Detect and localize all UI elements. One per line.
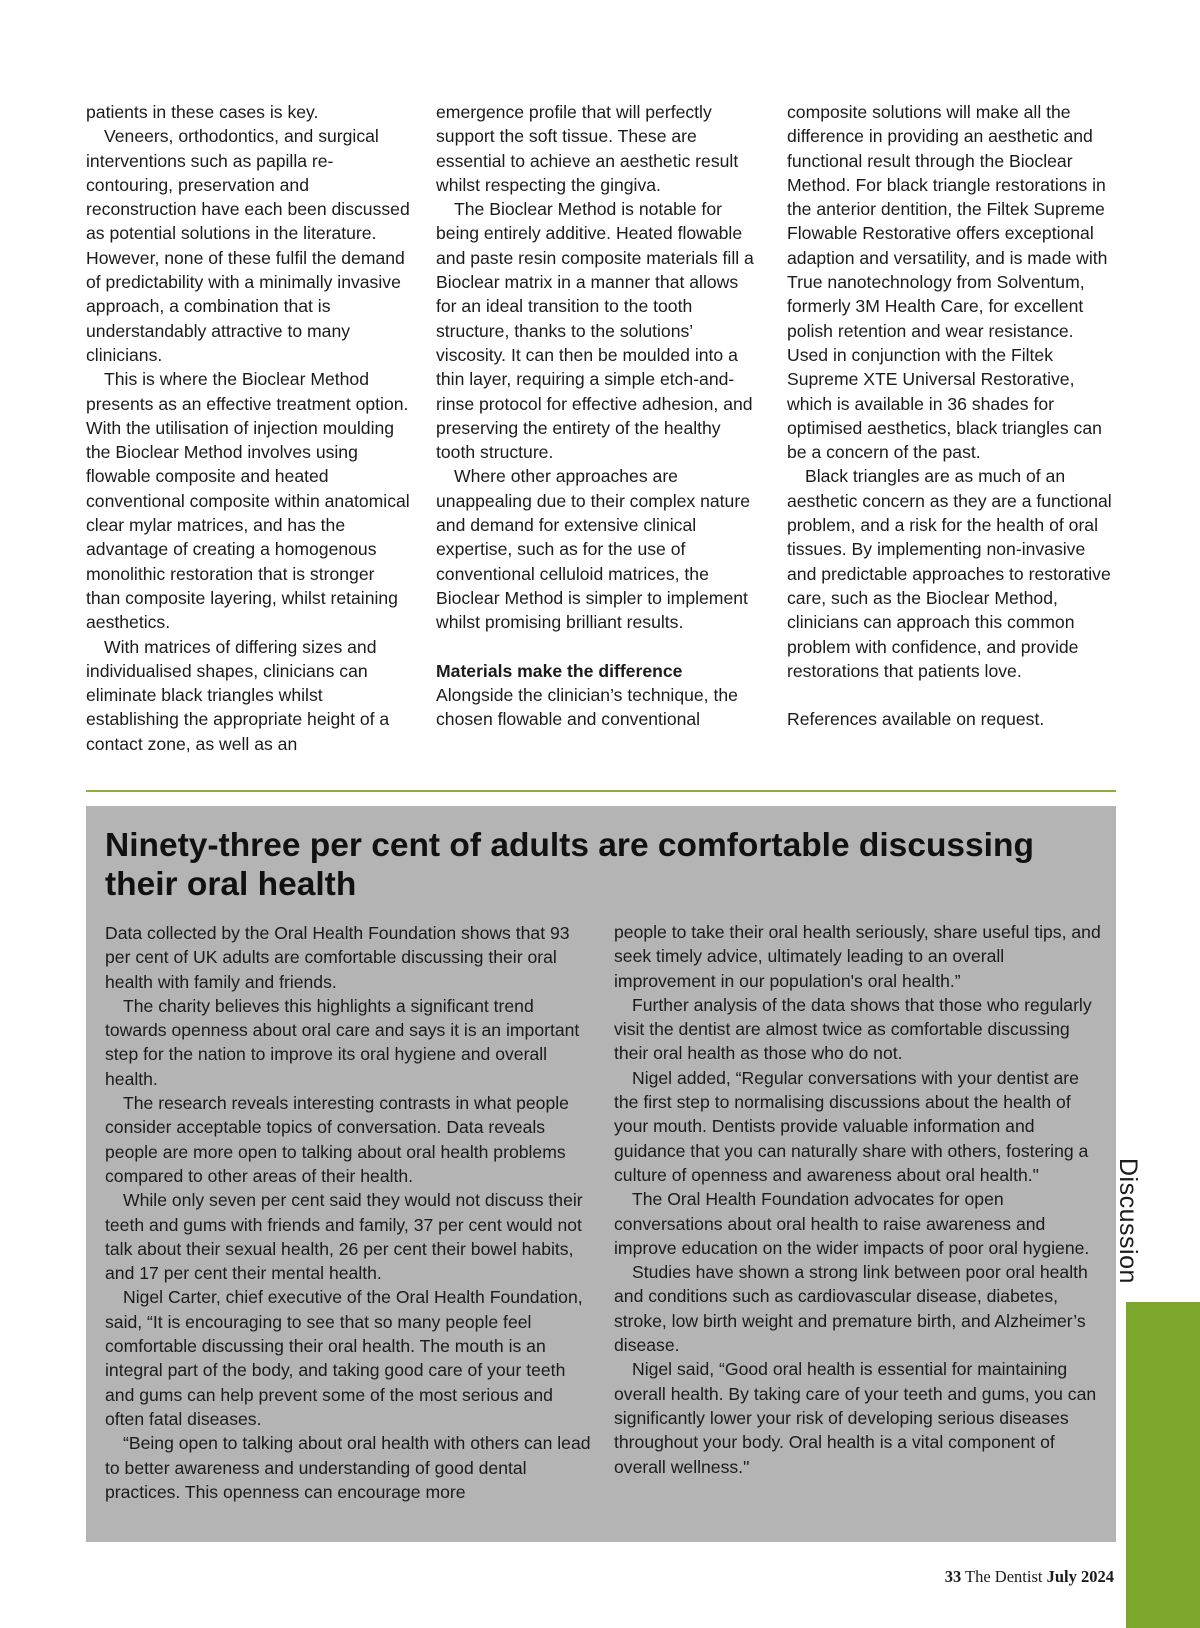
article-column-1 xyxy=(86,100,411,756)
page-number: 33 xyxy=(944,1567,962,1586)
spacer xyxy=(436,635,761,659)
article-column-3 xyxy=(787,100,1112,731)
paragraph: This is where the Bioclear Method presents as an effective treatment option. With the utilisation of injection moulding the Bioclear Method involves using flowable composite and heated conventional composite within anatomical clear mylar matrices, and has the advantage of creating a homogenous monolithic restoration that is stronger than composite layering, whilst retaining aesthetics. xyxy=(86,369,410,633)
article-column-2 xyxy=(436,100,761,731)
paragraph: The research reveals interesting contrasts in what people consider acceptable topics of conversation. Data reveals people are more open to talking about oral health problems compared to other areas of their health. xyxy=(105,1093,569,1186)
subheading: Materials make the difference xyxy=(436,660,683,681)
references-note: References available on request. xyxy=(787,709,1045,730)
publication-name: The Dentist xyxy=(965,1567,1043,1586)
paragraph: Studies have shown a strong link between poor oral health and conditions such as cardiovascular disease, diabetes, stroke, low birth weight and premature birth, and Alzheimer’s disease. xyxy=(614,1262,1088,1356)
paragraph: Alongside the clinician’s technique, the chosen flowable and conventional xyxy=(436,684,738,730)
paragraph: The Bioclear Method is notable for being entirely additive. Heated flowable and paste resin composite materials fill a Bioclear matrix in a manner that allows for an ideal transition to the tooth structure, thanks to the solutions’ viscosity. It can then be moulded into a thin layer, requiring a simple etch-and-rinse protocol for effective adhesion, and preserving the entirety of the healthy tooth structure. xyxy=(436,199,754,463)
paragraph: patients in these cases is key. xyxy=(86,102,319,122)
paragraph: Nigel Carter, chief executive of the Oral Health Foundation, said, “It is encouraging to see that so many people feel comfortable discussing their oral health. The mouth is an integral part of the body, and taking good care of your teeth and gums can help prevent some of the most serious and often fatal diseases. xyxy=(105,1287,583,1429)
paragraph: Veneers, orthodontics, and surgical interventions such as papilla re-contouring, preservation and reconstruction have each been discussed as potential solutions in the literature. However, none of these fulfil the demand of predictability with a minimally invasive approach, a combination that is understandably attractive to many clinicians. xyxy=(86,126,410,365)
news-box xyxy=(86,806,1116,1542)
paragraph: “Being open to talking about oral health with others can lead to better awareness and understanding of good dental practices. This openness can encourage more xyxy=(105,1433,591,1502)
news-column-2 xyxy=(614,920,1104,1479)
paragraph: Where other approaches are unappealing due to their complex nature and demand for extensive clinical expertise, such as for the use of conventional celluloid matrices, the Bioclear Method is simpler to implement whilst promising brilliant results. xyxy=(436,466,750,633)
paragraph: Data collected by the Oral Health Foundation shows that 93 per cent of UK adults are comfortable discussing their oral health with family and friends. xyxy=(105,923,570,992)
paragraph: composite solutions will make all the difference in providing an aesthetic and functional result through the Bioclear Method. For black triangle restorations in the anterior dentition, the Filtek Supreme Flowable Restorative offers exceptional adaption and versatility, and is made with True nanotechnology from Solventum, formerly 3M Health Care, for excellent polish retention and wear resistance. Used in conjunction with the Filtek Supreme XTE Universal Restorative, which is available in 36 shades for optimised aesthetics, black triangles can be a concern of the past. xyxy=(787,102,1108,463)
spacer xyxy=(787,683,1112,707)
paragraph: While only seven per cent said they would not discuss their teeth and gums with friends and family, 37 per cent would not talk about their sexual health, 26 per cent their bowel habits, and 17 per cent their mental health. xyxy=(105,1190,583,1284)
issue-date: July 2024 xyxy=(1046,1567,1114,1586)
paragraph: Nigel added, “Regular conversations with your dentist are the first step to normalising discussions about the health of your mouth. Dentists provide valuable information and guidance that you can naturally share with others, fostering a culture of openness and awareness about oral health." xyxy=(614,1067,1089,1185)
paragraph: Black triangles are as much of an aesthetic concern as they are a functional problem, and a risk for the health of oral tissues. By implementing non-invasive and predictable approaches to restorative care, such as the Bioclear Method, clinicians can approach this common problem with confidence, and provide restorations that patients love. xyxy=(787,466,1112,681)
page-footer xyxy=(945,1567,1114,1587)
paragraph: emergence profile that will perfectly support the soft tissue. These are essential to achieve an aesthetic result whilst respecting the gingiva. xyxy=(436,102,739,195)
paragraph: With matrices of differing sizes and individualised shapes, clinicians can eliminate black triangles whilst establishing the appropriate height of a contact zone, as well as an xyxy=(86,636,390,754)
paragraph: people to take their oral health seriously, share useful tips, and seek timely advice, ultimately leading to an overall improvement in our population's oral health.” xyxy=(614,922,1101,991)
paragraph: Nigel said, “Good oral health is essential for maintaining overall health. By taking care of your teeth and gums, you can significantly lower your risk of developing serious diseases throughout your body. Oral health is a vital component of overall wellness." xyxy=(614,1359,1097,1477)
news-column-1 xyxy=(105,921,595,1504)
paragraph: The charity believes this highlights a significant trend towards openness about oral care and says it is an important step for the nation to improve its oral hygiene and overall health. xyxy=(105,995,580,1089)
news-headline: Ninety-three per cent of adults are comfortable discussing their oral health xyxy=(105,827,1034,903)
divider-rule xyxy=(86,790,1116,792)
paragraph: Further analysis of the data shows that those who regularly visit the dentist are almost twice as comfortable discussing their oral health as those who do not. xyxy=(614,994,1092,1064)
section-label: Discussion xyxy=(1114,1158,1142,1284)
paragraph: The Oral Health Foundation advocates for open conversations about oral health to raise awareness and improve education on the wider impacts of poor oral hygiene. xyxy=(614,1189,1090,1258)
section-tab xyxy=(1126,1302,1200,1628)
